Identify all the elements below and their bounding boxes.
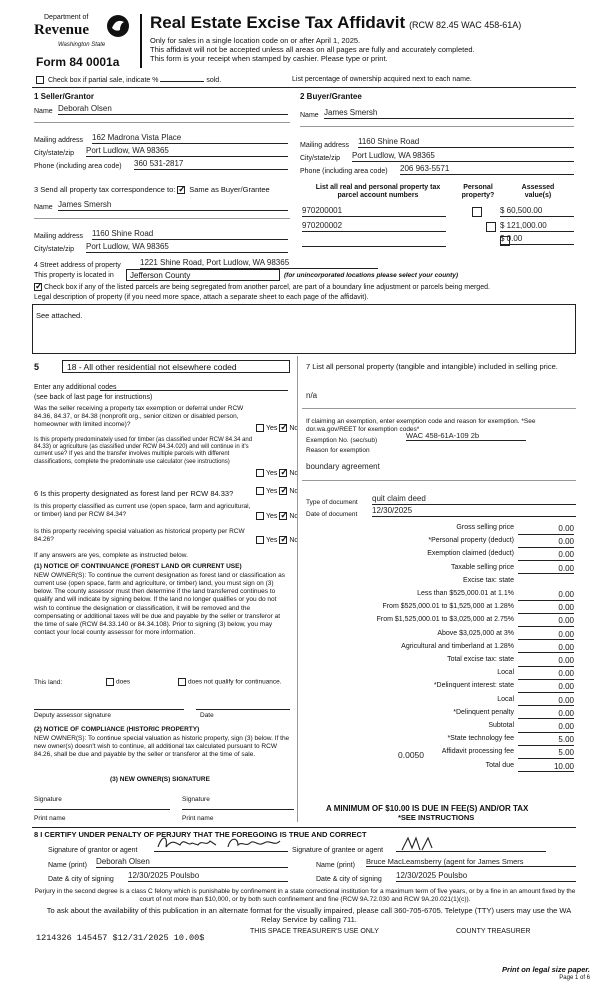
tax-row-label: *Delinquent penalty	[453, 708, 514, 716]
tax-row-label: Total excise tax: state	[447, 656, 514, 663]
tax-row	[302, 735, 574, 747]
new-owner-print-label-1: Print name	[34, 815, 66, 822]
section3-name-field[interactable]: James Smersh	[58, 200, 288, 211]
tax-row-value[interactable]: 0.00	[518, 643, 574, 654]
doc-type-field[interactable]: quit claim deed	[372, 494, 576, 505]
notice2-title: (2) NOTICE OF COMPLIANCE (HISTORIC PROPERTY)	[34, 726, 200, 733]
tax-row	[302, 696, 574, 708]
same-as-buyer-label: Same as Buyer/Grantee	[189, 185, 270, 194]
exemption-no-field[interactable]: WAC 458-61A-109 2b	[406, 431, 526, 441]
tax-row-label: Local	[497, 669, 514, 677]
buyer-heading: 2 Buyer/Grantee	[300, 92, 362, 101]
doc-type-label: Type of document	[306, 499, 358, 506]
personal-property-question: 7 List all personal property (tangible and intangible) included in selling price.	[306, 362, 558, 371]
tax-row-value[interactable]: 10.00	[518, 762, 574, 773]
parcel-number-1[interactable]: 970200001	[302, 206, 446, 217]
tax-row	[302, 669, 574, 681]
buyer-mail-field[interactable]: 1160 Shine Road	[358, 137, 574, 148]
buyer-mail-label: Mailing address	[300, 142, 350, 149]
tax-row-label: Less than $525,000.01 at 1.1%	[417, 590, 514, 597]
header-note3: This form is your receipt when stamped by cashier. Please type or print.	[150, 54, 388, 63]
seller-mail-field[interactable]: 162 Madrona Vista Place	[92, 133, 288, 144]
tax-row-value[interactable]: 0.00	[518, 537, 574, 548]
tax-row-label: Agricultural and timberland at 1.28%	[401, 642, 514, 650]
tax-row-label: Exemption claimed (deduct)	[427, 550, 514, 558]
tax-row-value[interactable]: 0.00	[518, 656, 574, 667]
deputy-signature-label: Deputy assessor signature	[34, 712, 111, 719]
tax-row-value[interactable]: 0.00	[518, 590, 574, 601]
timber-question: Is this property predominately used for timber (as classified under RCW 84.34 and 84.33) or agriculture (as classified under RCW 84.34.020) and will continue in it's current use? If yes and the transfer involves multiple parcels with different classifications, complete the predominate use calculator (see instructions)	[34, 437, 253, 465]
tax-row-label: Local	[497, 695, 514, 703]
grantee-sig-label: Signature of grantee or agent	[292, 847, 384, 854]
parcel-value-3[interactable]: $ 0.00	[500, 234, 574, 245]
section3-city-label: City/state/zip	[34, 246, 75, 253]
land-does-checkbox[interactable]	[106, 678, 114, 686]
tax-row-label: Affidavit processing fee	[441, 748, 514, 756]
tax-row	[302, 524, 574, 536]
tax-row	[302, 550, 574, 562]
tax-row-value[interactable]: 0.00	[518, 564, 574, 575]
partial-sale-checkbox[interactable]	[36, 76, 44, 84]
sold-label: sold.	[206, 76, 222, 84]
tax-row-value[interactable]: 0.00	[518, 669, 574, 680]
grantor-signature-field[interactable]	[154, 838, 288, 852]
tax-row	[302, 762, 574, 774]
grantor-name-label: Name (print)	[48, 862, 87, 869]
section3-mail-field[interactable]: 1160 Shine Road	[92, 229, 288, 240]
tax-row-value[interactable]: 0.00	[518, 524, 574, 535]
tax-row	[302, 643, 574, 655]
seller-name-label: Name	[34, 108, 53, 115]
buyer-phone-label: Phone (including area code)	[300, 168, 388, 175]
parcel-number-3[interactable]	[302, 236, 446, 247]
tax-row-value[interactable]: 0.00	[518, 630, 574, 641]
tax-row-label: Excise tax: state	[463, 576, 514, 584]
wa-logo-icon	[106, 14, 130, 38]
timber-no-label: No	[289, 469, 299, 477]
tax-row-value[interactable]: 0.00	[518, 682, 574, 693]
notice1-title: (1) NOTICE OF CONTINUANCE (FOREST LAND OR CURRENT USE)	[34, 563, 242, 570]
parcels-col1-header: List all real and personal property tax parcel account numbers	[315, 184, 441, 200]
seller-divider	[34, 122, 290, 123]
seller-city-label: City/state/zip	[34, 150, 75, 157]
timber-yes-checkbox[interactable]	[256, 469, 264, 477]
tax-row-value[interactable]: 0.00	[518, 603, 574, 614]
exemption-no-label: No	[289, 424, 299, 432]
parcel-value-2[interactable]: $ 121,000.00	[500, 221, 574, 232]
exemption-yes-label: Yes	[266, 424, 278, 432]
section3-name-label: Name	[34, 204, 53, 211]
timber-no-checkbox[interactable]	[279, 469, 287, 477]
tax-row-value[interactable]: 0.00	[518, 616, 574, 627]
parcel-number-2[interactable]: 970200002	[302, 221, 446, 232]
notice2-text: NEW OWNER(S): To continue special valuation as historic property, sign (3) below. If the new owner(s) doesn't wish to continue, all additional tax calculated pursuant to RCW 84.26, shall be due and payable by the seller or transferor at the time of sale.	[34, 735, 290, 759]
parcels-col3-header: Assessed value(s)	[521, 184, 555, 200]
dept-line3: Washington State	[58, 42, 106, 48]
reason-label: Reason for exemption	[306, 447, 370, 454]
exemption-yes-checkbox[interactable]	[256, 424, 264, 432]
parcels-col2-header: Personal property?	[461, 184, 495, 200]
tax-row-label: Above $3,025,000 at 3%	[437, 629, 514, 637]
tax-row	[302, 748, 574, 760]
top-rule	[32, 87, 576, 88]
reason-rule	[302, 480, 576, 481]
buyer-city-label: City/state/zip	[300, 155, 341, 162]
tax-row-label: *Personal property (deduct)	[428, 537, 514, 545]
land-does-not-label: does not qualify for continuance.	[188, 678, 282, 686]
doc-date-field[interactable]: 12/30/2025	[372, 506, 576, 517]
tax-row-label: *State technology fee	[447, 735, 514, 743]
forest-yes-checkbox[interactable]	[256, 487, 264, 495]
seller-phone-label: Phone (including area code)	[34, 163, 122, 170]
page-number: Page 1 of 6	[559, 975, 590, 981]
deputy-date-label: Date	[200, 712, 214, 719]
grantee-signature-icon	[400, 836, 440, 852]
buyer-name-label: Name	[300, 112, 319, 119]
land-does-label: does	[116, 678, 131, 686]
located-label: This property is located in	[34, 272, 114, 279]
exemption-question: Was the seller receiving a property tax exemption or deferral under RCW 84.36, 84.37, or 84.38 (nonprofit org., senior citizen or disabled person, homeowner with limited income)?	[34, 405, 244, 428]
header-note2: This affidavit will not be accepted unless all areas on all pages are fully and accurately completed.	[150, 45, 475, 54]
notice1-text: NEW OWNER(S): To continue the current designation as forest land or classification as current use (open space, farm and agriculture, or timber) land, you must sign on (3) below. The county assessor must then determine if the land transferred continues to qualify and will indicate by signing below. If the land no longer qualifies or you do not wish to continue the designation or classification, it will be removed and the compensating or additional taxes will be due and payable by the seller or transferor at the time of sale (RCW 84.33.140 or 84.34.108). Prior to signing (3) below, you may contact your local county assessor for more information.	[34, 572, 285, 636]
parcel-value-1[interactable]: $ 60,500.00	[500, 206, 574, 217]
new-owner-signature-field-2[interactable]	[182, 806, 294, 810]
treasurer-use-label: THIS SPACE TREASURER'S USE ONLY	[250, 928, 379, 935]
timber-yes-label: Yes	[266, 469, 278, 477]
county-note: (for unincorporated locations please select your county)	[284, 272, 459, 279]
current-use-no-label: No	[289, 512, 299, 520]
deputy-date-field[interactable]	[196, 704, 290, 710]
tax-row-value[interactable]: 5.00	[518, 735, 574, 746]
column-divider	[297, 356, 298, 822]
tax-row-label: Total due	[485, 761, 514, 769]
exemption-instructions: If claiming an exemption, enter exemption code and reason for exemption. *See dor.wa.gov/REET for exemption codes*	[306, 418, 536, 433]
same-as-buyer-checkbox[interactable]	[177, 186, 185, 194]
form-rcw: (RCW 82.45 WAC 458-61A)	[409, 20, 522, 30]
notice3-title: (3) NEW OWNER(S) SIGNATURE	[110, 776, 210, 783]
treasurer-stamp: 1214326 145457 $12/31/2025 10.00$	[36, 933, 205, 943]
street-field[interactable]: 1221 Shine Road, Port Ludlow, WA 98365	[140, 258, 378, 269]
historic-question: Is this property receiving special valuation as historical property per RCW 84.26?	[34, 528, 245, 543]
historic-yes-label: Yes	[266, 536, 278, 544]
tax-row	[302, 630, 574, 642]
buyer-name-field[interactable]: James Smersh	[324, 108, 574, 119]
form-number: Form 84 0001a	[36, 55, 120, 69]
tax-row	[302, 603, 574, 615]
form-title: Real Estate Excise Tax Affidavit	[150, 13, 406, 32]
partial-sale-label: Check box if partial sale, indicate %	[47, 76, 159, 84]
tax-row	[302, 722, 574, 734]
reason-field[interactable]: boundary agreement	[306, 462, 380, 471]
dor-logo	[34, 14, 130, 56]
additional-codes-field[interactable]	[100, 383, 288, 391]
grantee-name-label: Name (print)	[316, 862, 355, 869]
exemption-no-label: Exemption No. (sec/sub)	[306, 437, 378, 444]
personal-property-value[interactable]: n/a	[306, 391, 318, 400]
grantee-signature-field[interactable]	[396, 838, 546, 852]
section3-heading: 3 Send all property tax correspondence to:	[34, 185, 176, 194]
personal-property-checkbox-2[interactable]	[486, 222, 496, 232]
partial-sale-field[interactable]	[160, 81, 204, 82]
tax-row	[302, 682, 574, 694]
grantor-sig-label: Signature of grantor or agent	[48, 847, 138, 854]
new-owner-print-label-2: Print name	[182, 815, 214, 822]
segregate-checkbox[interactable]	[34, 283, 42, 291]
tax-row-label: From $1,525,000.01 to $3,025,000 at 2.75%	[376, 616, 514, 624]
current-use-no-checkbox[interactable]	[279, 512, 287, 520]
section7-rule	[302, 408, 576, 409]
alternate-format-notice: To ask about the availability of this publication in an alternate format for the visually impaired, please call 360-705-6705. Teletype (TTY) users may use the WA Relay Service by calling 711.	[46, 906, 572, 924]
answers-note: If any answers are yes, complete as instructed below.	[34, 552, 188, 559]
tax-row	[302, 537, 574, 549]
new-owner-signature-label-2: Signature	[182, 796, 210, 803]
header-divider	[140, 14, 142, 68]
grantor-name-field[interactable]: Deborah Olsen	[96, 857, 288, 868]
street-label: 4 Street address of property	[34, 262, 121, 269]
section3-divider	[34, 218, 290, 219]
forest-question: 6 Is this property designated as forest land per RCW 84.33?	[34, 489, 234, 498]
deputy-signature-field[interactable]	[34, 704, 184, 710]
grantee-date-label: Date & city of signing	[316, 876, 382, 883]
tax-row-label: Taxable selling price	[450, 563, 514, 571]
seller-city-field[interactable]: Port Ludlow, WA 98365	[86, 146, 288, 157]
tax-row	[302, 590, 574, 602]
current-use-yes-label: Yes	[266, 512, 278, 520]
personal-property-checkbox-1[interactable]	[472, 207, 482, 217]
buyer-phone-field[interactable]: 206 963-5571	[400, 164, 574, 175]
historic-no-checkbox[interactable]	[279, 536, 287, 544]
see-back-label: (see back of last page for instructions)	[34, 394, 153, 401]
tax-row	[302, 616, 574, 628]
tax-row-value[interactable]: 0.00	[518, 550, 574, 561]
tax-row-value[interactable]: 0.00	[518, 722, 574, 733]
tax-row-value[interactable]: 5.00	[518, 748, 574, 759]
this-land-label: This land:	[34, 679, 63, 686]
certify-heading: 8 I CERTIFY UNDER PENALTY OF PERJURY THAT THE FOREGOING IS TRUE AND CORRECT	[34, 830, 367, 839]
new-owner-signature-label-1: Signature	[34, 796, 62, 803]
enter-codes-label: Enter any additional codes	[34, 384, 117, 391]
exemption-no-checkbox[interactable]	[279, 424, 287, 432]
section5-num: 5	[34, 362, 40, 372]
historic-no-label: No	[289, 536, 299, 544]
tax-row-label: *Delinquent interest: state	[433, 682, 514, 690]
current-use-yes-checkbox[interactable]	[256, 512, 264, 520]
tax-row-value[interactable]: 0.00	[518, 709, 574, 720]
land-use-code-select[interactable]: 18 - All other residential not elsewhere coded	[62, 360, 290, 373]
doc-date-label: Date of document	[306, 511, 358, 518]
legal-label: Legal description of property (if you need more space, attach a separate sheet to each page of the affidavit).	[34, 294, 369, 301]
buyer-divider	[300, 126, 574, 127]
print-legal-note: Print on legal size paper.	[502, 965, 590, 974]
tax-row-value[interactable]: 0.00	[518, 696, 574, 707]
tax-row-label: Subtotal	[488, 722, 514, 729]
new-owner-signature-field-1[interactable]	[34, 806, 170, 810]
county-select[interactable]: Jefferson County	[126, 269, 280, 281]
tax-row	[302, 564, 574, 576]
tax-row	[302, 656, 574, 668]
seller-mail-label: Mailing address	[34, 137, 84, 144]
tax-row-label: From $525,000.01 to $1,525,000 at 1.28%	[382, 603, 514, 611]
legal-description-field[interactable]	[32, 304, 576, 354]
dept-line1: Department of	[44, 14, 89, 21]
grantee-name-field[interactable]: Bruce MacLeamsberry (agent for James Smers	[366, 857, 576, 867]
tax-row	[302, 577, 574, 589]
seller-heading: 1 Seller/Grantor	[34, 92, 95, 101]
forest-yes-label: Yes	[266, 487, 278, 495]
section3-mail-label: Mailing address	[34, 233, 84, 240]
section8-rule	[32, 827, 576, 828]
perjury-notice: Perjury in the second degree is a class C felony which is punishable by confinement in a state correctional institution for a maximum term of five years, or by a fine in an amount fixed by the court of not more than $10,000, or by both such confinement and fine (RCW 9A.72.030 and RCW 9A.20.021(1)(c)).	[34, 888, 576, 903]
buyer-city-field[interactable]: Port Ludlow, WA 98365	[352, 151, 574, 162]
see-instructions-note: *SEE INSTRUCTIONS	[398, 813, 475, 822]
ownership-note: List percentage of ownership acquired next to each name.	[292, 76, 472, 83]
section3-city-field[interactable]: Port Ludlow, WA 98365	[86, 242, 288, 253]
seller-name-field[interactable]: Deborah Olsen	[58, 104, 288, 115]
county-treasurer-label: COUNTY TREASURER	[456, 928, 531, 935]
grantor-signature-icon	[154, 835, 288, 851]
land-does-not-checkbox[interactable]	[178, 678, 186, 686]
grantor-date-field[interactable]: 12/30/2025 Poulsbo	[128, 871, 288, 882]
header-note1: Only for sales in a single location code on or after April 1, 2025.	[150, 36, 361, 45]
grantor-date-label: Date & city of signing	[48, 876, 114, 883]
dept-line2: Revenue	[34, 22, 89, 38]
legal-description-text: See attached.	[36, 311, 83, 320]
tax-row	[302, 709, 574, 721]
historic-yes-checkbox[interactable]	[256, 536, 264, 544]
local-rate: 0.0050	[398, 750, 424, 760]
tax-row-label: Gross selling price	[456, 524, 514, 531]
grantee-date-field[interactable]: 12/30/2025 Poulsbo	[396, 871, 576, 882]
minimum-due-note: A MINIMUM OF $10.00 IS DUE IN FEE(S) AND/OR TAX	[326, 804, 529, 813]
forest-no-checkbox[interactable]	[279, 487, 287, 495]
segregate-label: Check box if any of the listed parcels are being segregated from another parcel, are part of a boundary line adjustment or parcels being merged.	[44, 283, 490, 291]
current-use-question: Is this property classified as current use (open space, farm and agricultural, or timber) land per RCW 84.34?	[34, 503, 251, 518]
forest-no-label: No	[289, 487, 299, 495]
seller-phone-field[interactable]: 360 531-2817	[134, 159, 288, 170]
